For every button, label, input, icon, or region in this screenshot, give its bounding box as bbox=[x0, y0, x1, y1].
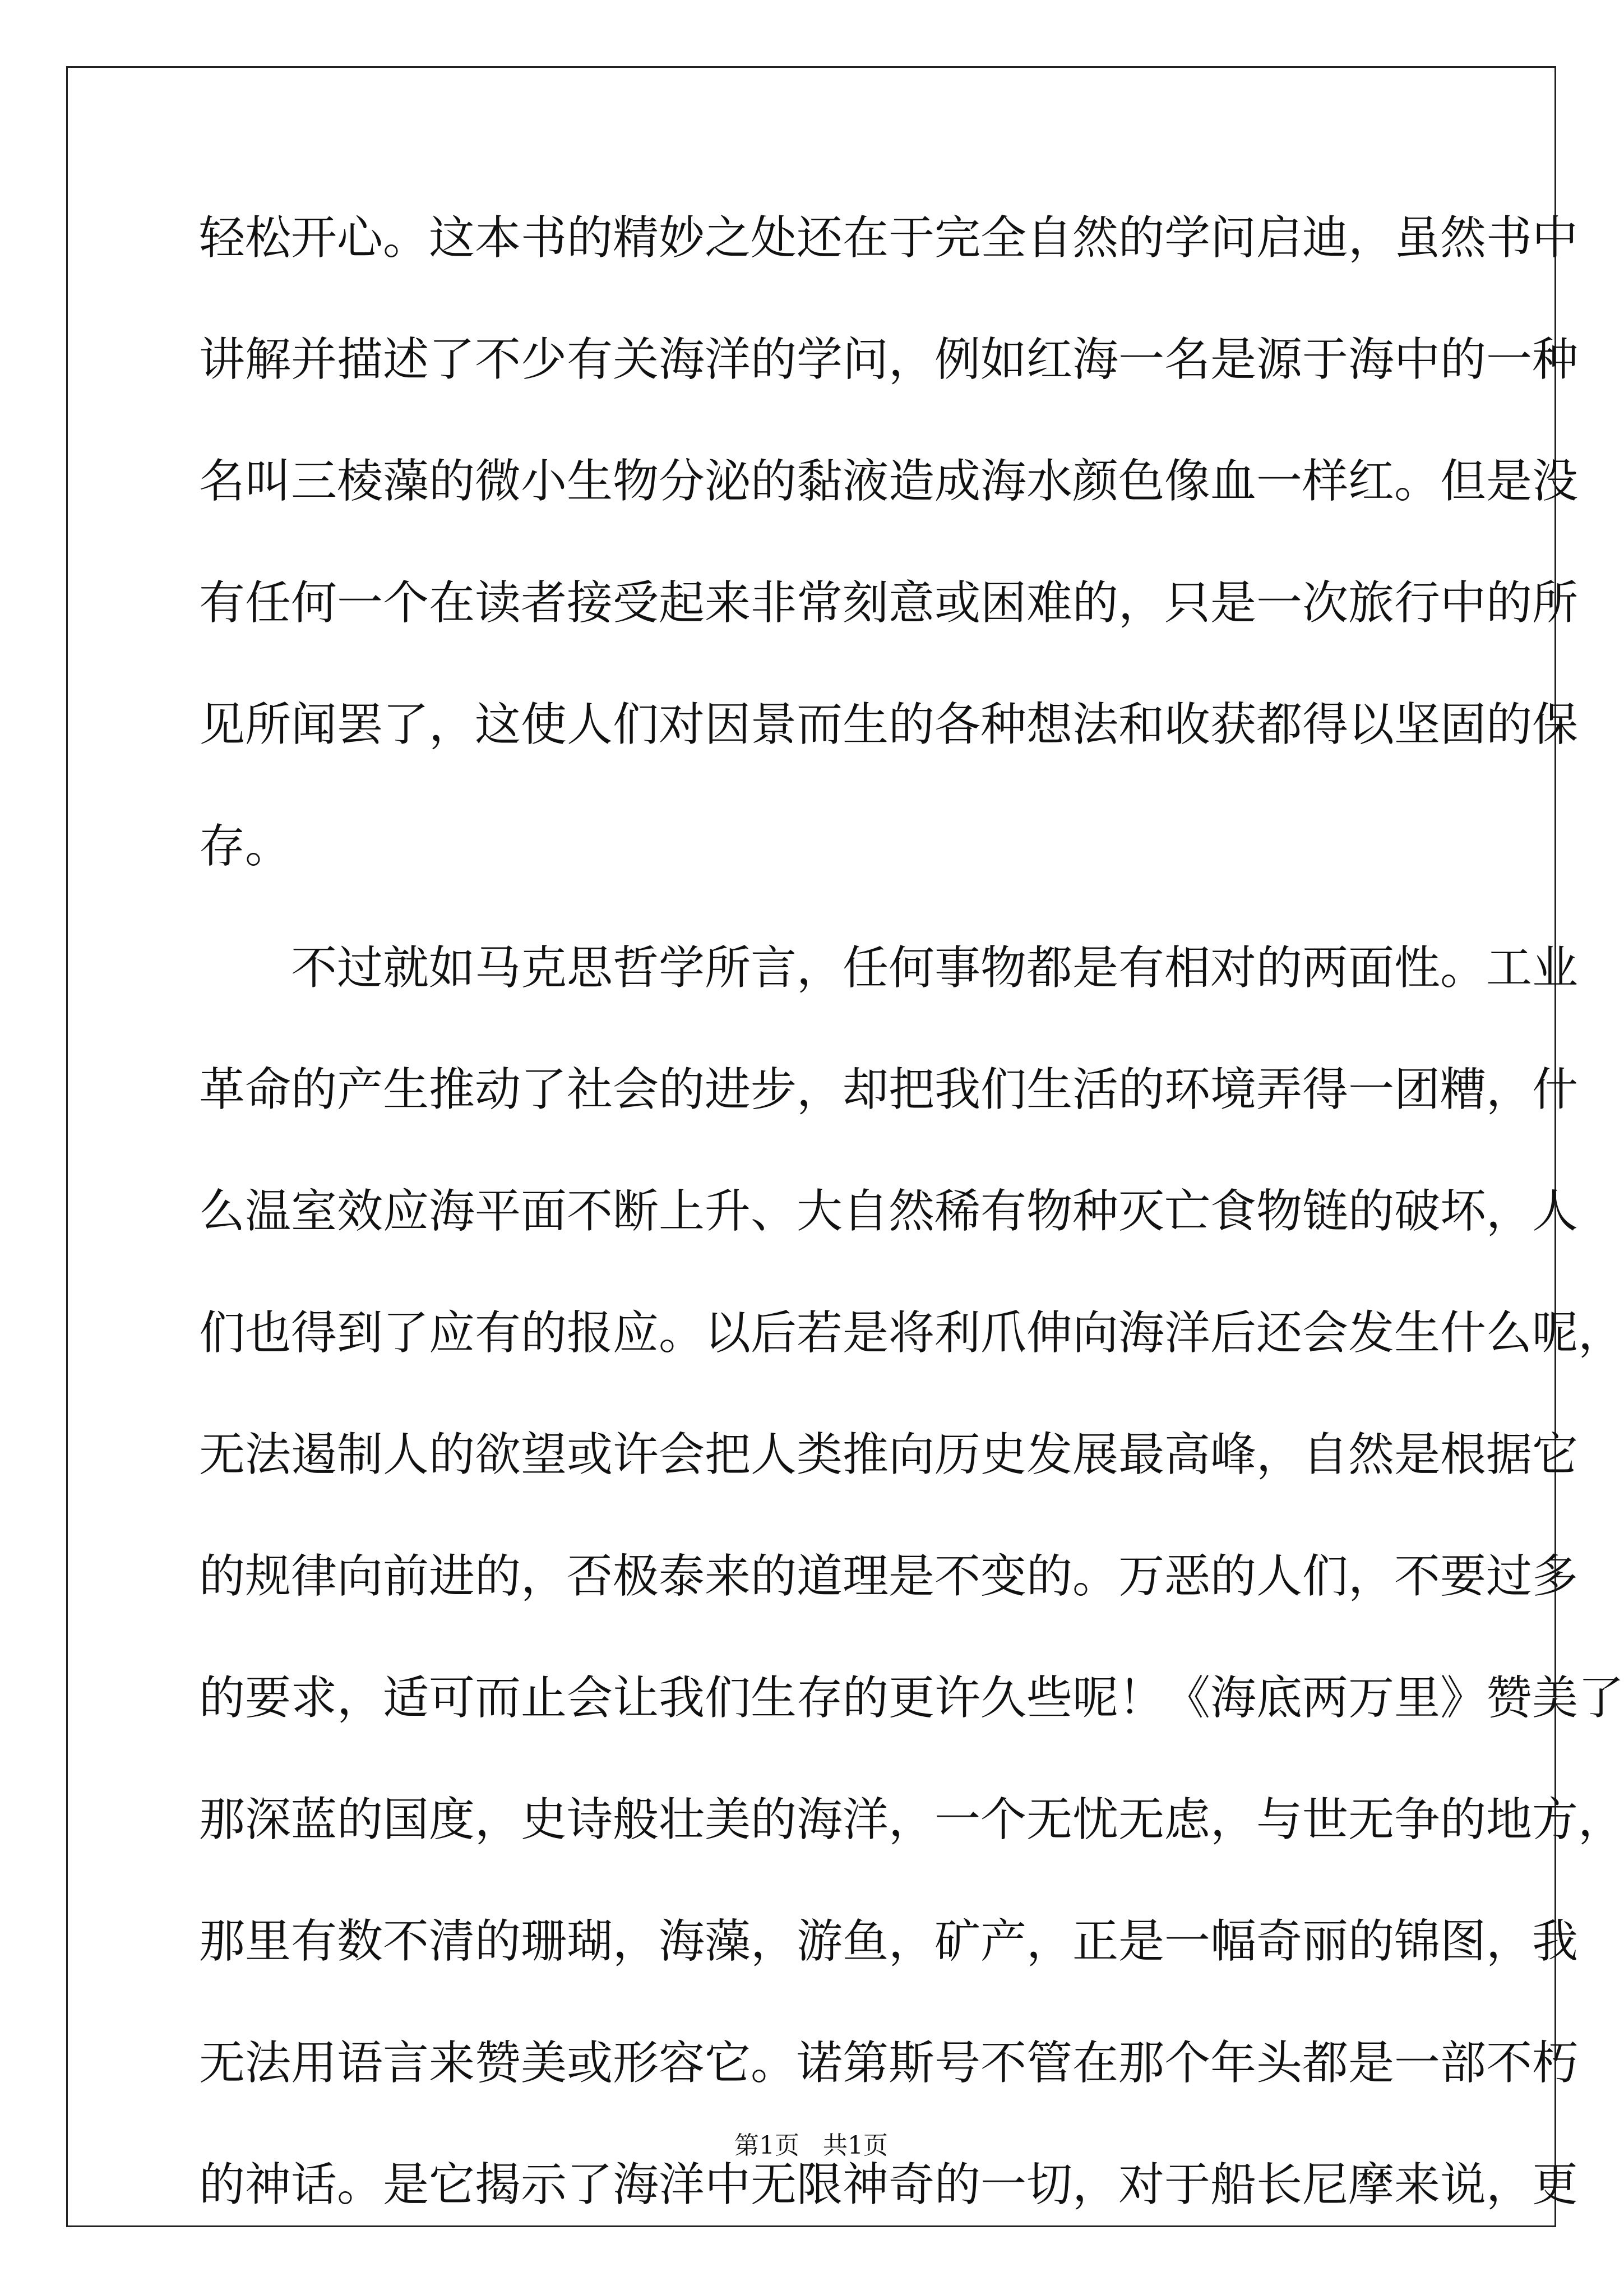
text-line: 么温室效应海平面不断上升、大自然稀有物种灭亡食物链的破坏，人 bbox=[199, 1185, 1579, 1238]
text-line: 无法遏制人的欲望或许会把人类推向历史发展最高峰，自然是根据它 bbox=[199, 1428, 1579, 1481]
text-line: 讲解并描述了不少有关海洋的学问，例如红海一名是源于海中的一种 bbox=[199, 333, 1579, 386]
page-number-footer: 第1页 共1页 bbox=[734, 2131, 888, 2160]
text-line: 们也得到了应有的报应。以后若是将利爪伸向海洋后还会发生什么呢， bbox=[199, 1306, 1624, 1360]
text-line: 那里有数不清的珊瑚，海藻，游鱼，矿产，正是一幅奇丽的锦图，我 bbox=[199, 1915, 1579, 1968]
text-line: 见所闻罢了，这使人们对因景而生的各种想法和收获都得以坚固的保 bbox=[199, 698, 1579, 751]
text-line: 的规律向前进的，否极泰来的道理是不变的。万恶的人们，不要过多 bbox=[199, 1550, 1579, 1603]
text-line: 有任何一个在读者接受起来非常刻意或困难的，只是一次旅行中的所 bbox=[199, 576, 1579, 630]
text-line: 的神话。是它揭示了海洋中无限神奇的一切，对于船长尼摩来说，更 bbox=[199, 2158, 1579, 2211]
text-line: 那深蓝的国度，史诗般壮美的海洋，一个无忧无虑，与世无争的地方， bbox=[199, 1793, 1624, 1846]
text-line-paragraph-start: 不过就如马克思哲学所言，任何事物都是有相对的两面性。工业 bbox=[291, 941, 1579, 995]
text-line: 名叫三棱藻的微小生物分泌的黏液造成海水颜色像血一样红。但是没 bbox=[199, 455, 1579, 508]
text-line-paragraph-end: 存。 bbox=[199, 820, 292, 873]
text-line: 的要求，适可而止会让我们生存的更许久些呢！《海底两万里》赞美了 bbox=[199, 1671, 1624, 1725]
text-line: 革命的产生推动了社会的进步，却把我们生活的环境弄得一团糟，什 bbox=[199, 1063, 1579, 1116]
text-line: 无法用语言来赞美或形容它。诺第斯号不管在那个年头都是一部不朽 bbox=[199, 2037, 1579, 2090]
text-line: 轻松开心。这本书的精妙之处还在于完全自然的学问启迪，虽然书中 bbox=[199, 211, 1579, 265]
document-body bbox=[199, 211, 1624, 2282]
